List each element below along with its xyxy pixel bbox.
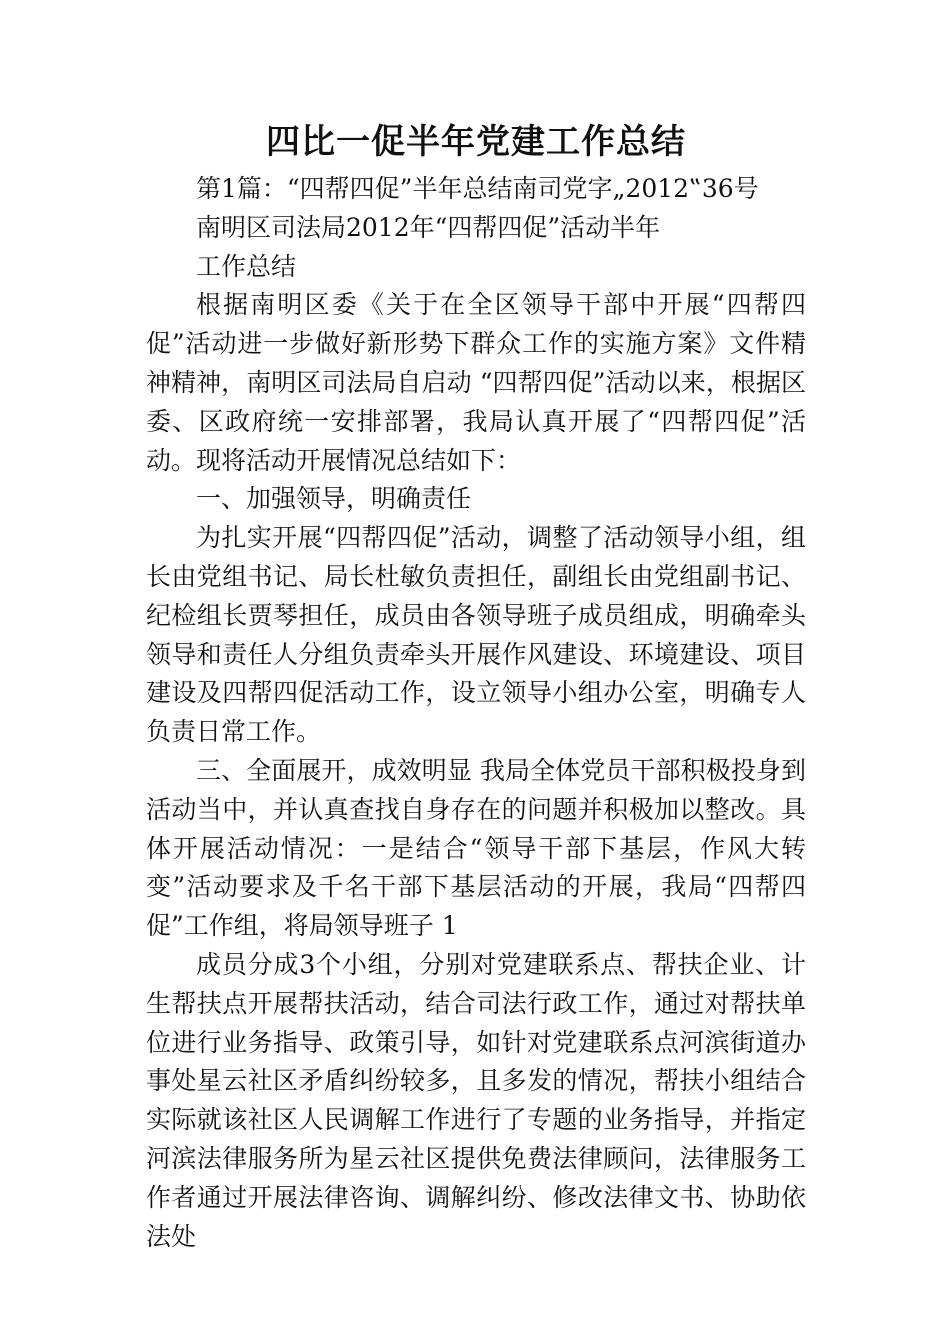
document-page	[146, 118, 806, 1256]
subtitle-line-1: 第1篇：“四帮四促”半年总结南司党字„2012‟36号	[196, 174, 759, 203]
section-heading-1: 一、加强领导，明确责任	[196, 484, 472, 514]
paragraph-groups: 成员分成3个小组，分别对党建联系点、帮扶企业、计生帮扶点开展帮扶活动，结合司法行政工作，通过对帮扶单位进行业务指导、政策引导，如针对党建联系点河滨街道办事处星云社区矛盾纠纷较多，且多发的情况，帮扶小组结合实际就该社区人民调解工作进行了专题的业务指导，并指定河滨法律服务所为星云社区提供免费法律顾问，法律服务工作者通过开展法律咨询、调解纠纷、修改法律文书、协助依法处	[146, 949, 806, 1251]
subtitle-line-2: 南明区司法局2012年“四帮四促”活动半年	[196, 212, 661, 242]
document-title: 四比一促半年党建工作总结	[266, 122, 686, 162]
paragraph-intro: 根据南明区委《关于在全区领导干部中开展“四帮四促”活动进一步做好新形势下群众工作的实施方案》文件精神精神，南明区司法局自启动 “四帮四促”活动以来，根据区委、区政府统一安排部署，我局认真开展了“四帮四促”活动。现将活动开展情况总结如下：	[146, 290, 806, 475]
paragraph-leadership: 为扎实开展“四帮四促”活动，调整了活动领导小组，组长由党组书记、局长杜敏负责担任，副组长由党组副书记、纪检组长贾琴担任，成员由各领导班子成员组成，明确牵头领导和责任人分组负责牵头开展作风建设、环境建设、项目建设及四帮四促活动工作，设立领导小组办公室，明确专人负责日常工作。	[146, 523, 806, 747]
subtitle-line-3: 工作总结	[196, 251, 297, 281]
paragraph-section-3: 三、全面展开，成效明显 我局全体党员干部积极投身到活动当中，并认真查找自身存在的问题并积极加以整改。具体开展活动情况：一是结合“领导干部下基层，作风大转变”活动要求及千名干部下基层活动的开展，我局“四帮四促”工作组，将局领导班子 1	[146, 755, 806, 941]
